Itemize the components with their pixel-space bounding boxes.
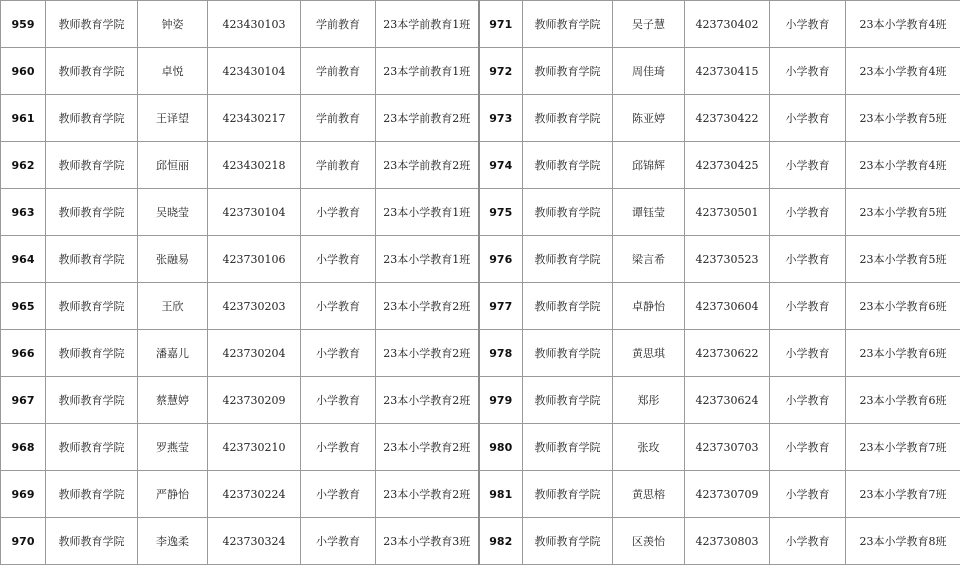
cell-college-left: 教师教育学院 bbox=[46, 424, 138, 471]
cell-college-left: 教师教育学院 bbox=[46, 518, 138, 565]
cell-college-left: 教师教育学院 bbox=[46, 142, 138, 189]
cell-id-right: 423730622 bbox=[685, 330, 770, 377]
cell-name-left: 李逸柔 bbox=[138, 518, 208, 565]
cell-num-right: 973 bbox=[479, 95, 523, 142]
cell-major-left: 学前教育 bbox=[301, 48, 376, 95]
cell-college-left: 教师教育学院 bbox=[46, 95, 138, 142]
cell-num-right: 976 bbox=[479, 236, 523, 283]
cell-num-left: 966 bbox=[1, 330, 46, 377]
cell-num-left: 962 bbox=[1, 142, 46, 189]
cell-num-left: 968 bbox=[1, 424, 46, 471]
table-row bbox=[1, 283, 960, 330]
cell-id-right: 423730415 bbox=[685, 48, 770, 95]
cell-class-name-left: 23本小学教育1班 bbox=[376, 236, 479, 283]
cell-class-name-right: 23本小学教育8班 bbox=[846, 518, 960, 565]
cell-college-left: 教师教育学院 bbox=[46, 1, 138, 48]
cell-college-right: 教师教育学院 bbox=[523, 95, 613, 142]
cell-class-name-left: 23本学前教育1班 bbox=[376, 48, 479, 95]
cell-college-right: 教师教育学院 bbox=[523, 189, 613, 236]
cell-college-right: 教师教育学院 bbox=[523, 142, 613, 189]
cell-num-right: 974 bbox=[479, 142, 523, 189]
cell-id-right: 423730501 bbox=[685, 189, 770, 236]
cell-name-right: 张玫 bbox=[613, 424, 685, 471]
table-row bbox=[1, 424, 960, 471]
cell-major-left: 小学教育 bbox=[301, 424, 376, 471]
cell-college-right: 教师教育学院 bbox=[523, 283, 613, 330]
cell-id-left: 423430218 bbox=[208, 142, 301, 189]
cell-num-right: 975 bbox=[479, 189, 523, 236]
cell-major-left: 小学教育 bbox=[301, 283, 376, 330]
cell-major-left: 小学教育 bbox=[301, 518, 376, 565]
cell-num-left: 963 bbox=[1, 189, 46, 236]
cell-name-left: 吴晓莹 bbox=[138, 189, 208, 236]
cell-num-right: 982 bbox=[479, 518, 523, 565]
table-row bbox=[1, 189, 960, 236]
cell-college-left: 教师教育学院 bbox=[46, 377, 138, 424]
cell-id-left: 423730106 bbox=[208, 236, 301, 283]
cell-major-left: 学前教育 bbox=[301, 95, 376, 142]
cell-id-left: 423730204 bbox=[208, 330, 301, 377]
cell-name-right: 邱锦辉 bbox=[613, 142, 685, 189]
cell-num-left: 967 bbox=[1, 377, 46, 424]
cell-major-right: 小学教育 bbox=[770, 142, 846, 189]
cell-college-left: 教师教育学院 bbox=[46, 330, 138, 377]
cell-name-left: 蔡慧婷 bbox=[138, 377, 208, 424]
table-row bbox=[1, 518, 960, 565]
cell-name-left: 严静怡 bbox=[138, 471, 208, 518]
cell-college-right: 教师教育学院 bbox=[523, 471, 613, 518]
cell-class-name-right: 23本小学教育5班 bbox=[846, 236, 960, 283]
cell-name-right: 梁言希 bbox=[613, 236, 685, 283]
cell-class-name-right: 23本小学教育4班 bbox=[846, 142, 960, 189]
table-row bbox=[1, 1, 960, 48]
cell-num-right: 971 bbox=[479, 1, 523, 48]
cell-id-right: 423730709 bbox=[685, 471, 770, 518]
cell-name-left: 王译望 bbox=[138, 95, 208, 142]
cell-college-right: 教师教育学院 bbox=[523, 330, 613, 377]
cell-name-right: 黄思榕 bbox=[613, 471, 685, 518]
cell-id-right: 423730624 bbox=[685, 377, 770, 424]
cell-id-right: 423730703 bbox=[685, 424, 770, 471]
cell-num-right: 979 bbox=[479, 377, 523, 424]
table-row bbox=[1, 377, 960, 424]
cell-class-name-left: 23本小学教育2班 bbox=[376, 471, 479, 518]
cell-college-left: 教师教育学院 bbox=[46, 236, 138, 283]
cell-id-left: 423430217 bbox=[208, 95, 301, 142]
cell-name-left: 王欣 bbox=[138, 283, 208, 330]
cell-num-right: 981 bbox=[479, 471, 523, 518]
cell-num-left: 965 bbox=[1, 283, 46, 330]
cell-major-left: 小学教育 bbox=[301, 189, 376, 236]
cell-id-right: 423730422 bbox=[685, 95, 770, 142]
cell-major-right: 小学教育 bbox=[770, 189, 846, 236]
cell-class-name-left: 23本小学教育1班 bbox=[376, 189, 479, 236]
cell-num-left: 970 bbox=[1, 518, 46, 565]
cell-major-right: 小学教育 bbox=[770, 377, 846, 424]
cell-name-left: 罗燕莹 bbox=[138, 424, 208, 471]
cell-num-left: 969 bbox=[1, 471, 46, 518]
cell-college-right: 教师教育学院 bbox=[523, 48, 613, 95]
cell-major-left: 小学教育 bbox=[301, 377, 376, 424]
cell-college-right: 教师教育学院 bbox=[523, 236, 613, 283]
cell-num-right: 977 bbox=[479, 283, 523, 330]
cell-major-left: 小学教育 bbox=[301, 471, 376, 518]
cell-id-right: 423730523 bbox=[685, 236, 770, 283]
cell-class-name-right: 23本小学教育5班 bbox=[846, 95, 960, 142]
cell-major-right: 小学教育 bbox=[770, 1, 846, 48]
cell-college-right: 教师教育学院 bbox=[523, 1, 613, 48]
cell-major-right: 小学教育 bbox=[770, 95, 846, 142]
cell-name-right: 黄思琪 bbox=[613, 330, 685, 377]
cell-major-right: 小学教育 bbox=[770, 424, 846, 471]
cell-major-left: 小学教育 bbox=[301, 236, 376, 283]
cell-class-name-left: 23本小学教育2班 bbox=[376, 283, 479, 330]
cell-college-left: 教师教育学院 bbox=[46, 283, 138, 330]
cell-num-right: 978 bbox=[479, 330, 523, 377]
cell-class-name-left: 23本学前教育2班 bbox=[376, 95, 479, 142]
cell-class-name-right: 23本小学教育6班 bbox=[846, 330, 960, 377]
cell-name-right: 吴子慧 bbox=[613, 1, 685, 48]
cell-num-left: 960 bbox=[1, 48, 46, 95]
cell-num-right: 972 bbox=[479, 48, 523, 95]
cell-class-name-right: 23本小学教育7班 bbox=[846, 471, 960, 518]
cell-major-left: 学前教育 bbox=[301, 1, 376, 48]
cell-class-name-right: 23本小学教育7班 bbox=[846, 424, 960, 471]
cell-college-right: 教师教育学院 bbox=[523, 424, 613, 471]
cell-major-right: 小学教育 bbox=[770, 471, 846, 518]
cell-id-right: 423730604 bbox=[685, 283, 770, 330]
cell-major-right: 小学教育 bbox=[770, 330, 846, 377]
cell-class-name-left: 23本小学教育3班 bbox=[376, 518, 479, 565]
cell-name-right: 谭钰莹 bbox=[613, 189, 685, 236]
cell-num-left: 964 bbox=[1, 236, 46, 283]
cell-class-name-left: 23本学前教育1班 bbox=[376, 1, 479, 48]
table-row bbox=[1, 330, 960, 377]
cell-college-right: 教师教育学院 bbox=[523, 377, 613, 424]
cell-class-name-left: 23本小学教育2班 bbox=[376, 330, 479, 377]
cell-id-left: 423730203 bbox=[208, 283, 301, 330]
cell-major-right: 小学教育 bbox=[770, 283, 846, 330]
cell-major-right: 小学教育 bbox=[770, 48, 846, 95]
cell-name-left: 钟姿 bbox=[138, 1, 208, 48]
cell-num-left: 959 bbox=[1, 1, 46, 48]
cell-name-right: 陈亚婷 bbox=[613, 95, 685, 142]
table-row bbox=[1, 48, 960, 95]
cell-college-left: 教师教育学院 bbox=[46, 48, 138, 95]
cell-num-right: 980 bbox=[479, 424, 523, 471]
cell-college-right: 教师教育学院 bbox=[523, 518, 613, 565]
cell-name-right: 周佳琦 bbox=[613, 48, 685, 95]
cell-name-right: 卓静怡 bbox=[613, 283, 685, 330]
cell-id-left: 423730209 bbox=[208, 377, 301, 424]
table-row bbox=[1, 142, 960, 189]
cell-class-name-left: 23本学前教育2班 bbox=[376, 142, 479, 189]
table-row bbox=[1, 236, 960, 283]
cell-class-name-right: 23本小学教育6班 bbox=[846, 283, 960, 330]
cell-name-right: 郑彤 bbox=[613, 377, 685, 424]
cell-college-left: 教师教育学院 bbox=[46, 189, 138, 236]
cell-id-left: 423430103 bbox=[208, 1, 301, 48]
cell-id-right: 423730402 bbox=[685, 1, 770, 48]
cell-id-right: 423730425 bbox=[685, 142, 770, 189]
cell-major-right: 小学教育 bbox=[770, 518, 846, 565]
cell-class-name-right: 23本小学教育4班 bbox=[846, 1, 960, 48]
cell-id-left: 423730224 bbox=[208, 471, 301, 518]
cell-class-name-left: 23本小学教育2班 bbox=[376, 377, 479, 424]
cell-id-left: 423730104 bbox=[208, 189, 301, 236]
cell-num-left: 961 bbox=[1, 95, 46, 142]
cell-id-left: 423730210 bbox=[208, 424, 301, 471]
table-row bbox=[1, 471, 960, 518]
cell-name-left: 卓悦 bbox=[138, 48, 208, 95]
cell-class-name-right: 23本小学教育4班 bbox=[846, 48, 960, 95]
table-row bbox=[1, 95, 960, 142]
cell-id-left: 423730324 bbox=[208, 518, 301, 565]
cell-id-right: 423730803 bbox=[685, 518, 770, 565]
roster-body bbox=[1, 1, 960, 565]
cell-id-left: 423430104 bbox=[208, 48, 301, 95]
cell-college-left: 教师教育学院 bbox=[46, 471, 138, 518]
cell-name-right: 区羡怡 bbox=[613, 518, 685, 565]
cell-major-right: 小学教育 bbox=[770, 236, 846, 283]
cell-name-left: 邱恒丽 bbox=[138, 142, 208, 189]
cell-class-name-left: 23本小学教育2班 bbox=[376, 424, 479, 471]
cell-class-name-right: 23本小学教育5班 bbox=[846, 189, 960, 236]
cell-name-left: 张融易 bbox=[138, 236, 208, 283]
cell-name-left: 潘嘉儿 bbox=[138, 330, 208, 377]
cell-major-left: 小学教育 bbox=[301, 330, 376, 377]
cell-class-name-right: 23本小学教育6班 bbox=[846, 377, 960, 424]
cell-major-left: 学前教育 bbox=[301, 142, 376, 189]
